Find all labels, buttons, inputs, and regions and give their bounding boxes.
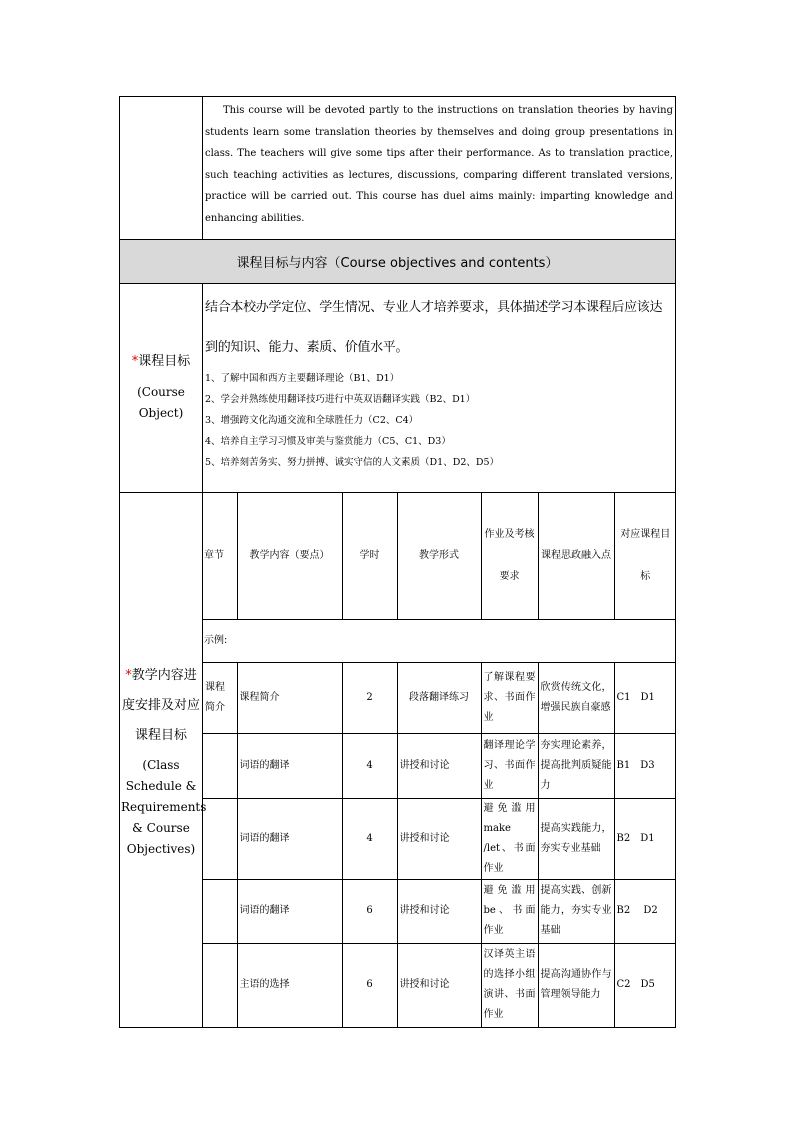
hours-cell: 6 bbox=[342, 879, 397, 943]
col-header-form: 教学形式 bbox=[397, 493, 481, 619]
content-cell: 词语的翻译 bbox=[237, 798, 342, 879]
content-cell: 词语的翻译 bbox=[237, 733, 342, 798]
col-header-hours: 学时 bbox=[342, 493, 397, 619]
intro-paragraph: This course will be devoted partly to the instructions on translation theories by having students learn some translation theories by themselves and doing group presentations in class. The teachers will give some tips after their performance. As to translation practice, such teaching activities as lectures, discussions, comparing different translated versions, practice will be carried out. This course has duel aims mainly: imparting knowledge and enhancing abilities. bbox=[205, 105, 673, 224]
section-title: 课程目标与内容（Course objectives and contents） bbox=[120, 240, 676, 284]
table-row bbox=[203, 879, 676, 943]
intro-label-cell bbox=[120, 97, 203, 240]
table-row bbox=[203, 943, 676, 1027]
chapter-cell: 课程简介 bbox=[203, 662, 237, 733]
syllabus-table bbox=[119, 96, 676, 1028]
target-cell: C2 D5 bbox=[614, 943, 676, 1027]
col-header-homework: 作业及考核要求 bbox=[481, 493, 538, 619]
table-row bbox=[203, 733, 676, 798]
hours-cell: 4 bbox=[342, 733, 397, 798]
schedule-table bbox=[203, 493, 676, 1027]
course-syllabus-page bbox=[119, 96, 675, 1028]
intro-cell bbox=[203, 97, 676, 240]
objectives-label-zh: 课程目标 bbox=[138, 354, 191, 369]
ideology-cell: 提高实践、创新能力，夯实专业基础 bbox=[538, 879, 614, 943]
objective-item: 5、培养刻苦务实、努力拼搏、诚实守信的人文素质（D1、D2、D5） bbox=[205, 457, 500, 468]
ideology-cell: 夯实理论素养，提高批判质疑能力 bbox=[538, 733, 614, 798]
schedule-header-row bbox=[203, 493, 676, 619]
form-cell: 段落翻译练习 bbox=[397, 662, 481, 733]
required-marker: * bbox=[125, 667, 132, 683]
chapter-cell bbox=[203, 798, 237, 879]
schedule-label-en: (Class Schedule & Requirements & Course Objectives) bbox=[121, 757, 207, 856]
col-header-target: 对应课程目标 bbox=[614, 493, 676, 619]
objectives-row bbox=[120, 284, 676, 493]
objective-item: 4、培养自主学习习惯及审美与鉴赏能力（C5、C1、D3） bbox=[205, 436, 451, 447]
table-row bbox=[203, 662, 676, 733]
content-cell: 主语的选择 bbox=[237, 943, 342, 1027]
col-header-content: 教学内容（要点） bbox=[237, 493, 342, 619]
hours-cell: 6 bbox=[342, 943, 397, 1027]
homework-cell: 避免滥用make /let、书面作业 bbox=[481, 798, 538, 879]
target-cell: B2 D1 bbox=[614, 798, 676, 879]
ideology-cell: 提高沟通协作与管理领导能力 bbox=[538, 943, 614, 1027]
content-cell: 课程简介 bbox=[237, 662, 342, 733]
objectives-label-en: (Course Object) bbox=[137, 385, 185, 420]
chapter-cell bbox=[203, 733, 237, 798]
target-cell: C1 D1 bbox=[614, 662, 676, 733]
schedule-content-cell bbox=[203, 493, 676, 1028]
form-cell: 讲授和讨论 bbox=[397, 798, 481, 879]
example-label: 示例: bbox=[203, 619, 676, 662]
homework-cell: 翻译理论学习、书面作业 bbox=[481, 733, 538, 798]
schedule-label-cell bbox=[120, 493, 207, 1028]
hours-cell: 4 bbox=[342, 798, 397, 879]
form-cell: 讲授和讨论 bbox=[397, 943, 481, 1027]
homework-cell: 汉译英主语的选择小组演讲、书面作业 bbox=[481, 943, 538, 1027]
objective-item: 1、了解中国和西方主要翻译理论（B1、D1） bbox=[205, 373, 400, 384]
form-cell: 讲授和讨论 bbox=[397, 733, 481, 798]
content-cell: 词语的翻译 bbox=[237, 879, 342, 943]
objectives-heading: 结合本校办学定位、学生情况、专业人才培养要求，具体描述学习本课程后应该达到的知识、能力、素质、价值水平。 bbox=[205, 300, 663, 355]
chapter-cell bbox=[203, 879, 237, 943]
table-row bbox=[203, 798, 676, 879]
hours-cell: 2 bbox=[342, 662, 397, 733]
target-cell: B1 D3 bbox=[614, 733, 676, 798]
col-header-ideology: 课程思政融入点 bbox=[538, 493, 614, 619]
ideology-cell: 欣赏传统文化，增强民族自豪感 bbox=[538, 662, 614, 733]
schedule-row bbox=[120, 493, 676, 1028]
ideology-cell: 提高实践能力，夯实专业基础 bbox=[538, 798, 614, 879]
required-marker: * bbox=[131, 354, 139, 369]
chapter-cell bbox=[203, 943, 237, 1027]
objective-item: 3、增强跨文化沟通交流和全球胜任力（C2、C4） bbox=[205, 415, 419, 426]
homework-cell: 了解课程要求、书面作业 bbox=[481, 662, 538, 733]
schedule-label-zh: 教学内容进度安排及对应课程目标 bbox=[121, 667, 200, 743]
target-cell: B2 D2 bbox=[614, 879, 676, 943]
example-row bbox=[203, 619, 676, 662]
form-cell: 讲授和讨论 bbox=[397, 879, 481, 943]
homework-cell: 避免滥用be、书面作业 bbox=[481, 879, 538, 943]
col-header-chapter: 章节 bbox=[203, 493, 237, 619]
objectives-content-cell bbox=[203, 284, 676, 493]
intro-row bbox=[120, 97, 676, 240]
section-title-row bbox=[120, 240, 676, 284]
objective-item: 2、学会并熟练使用翻译技巧进行中英双语翻译实践（B2、D1） bbox=[205, 394, 476, 405]
objectives-label-cell bbox=[120, 284, 203, 493]
